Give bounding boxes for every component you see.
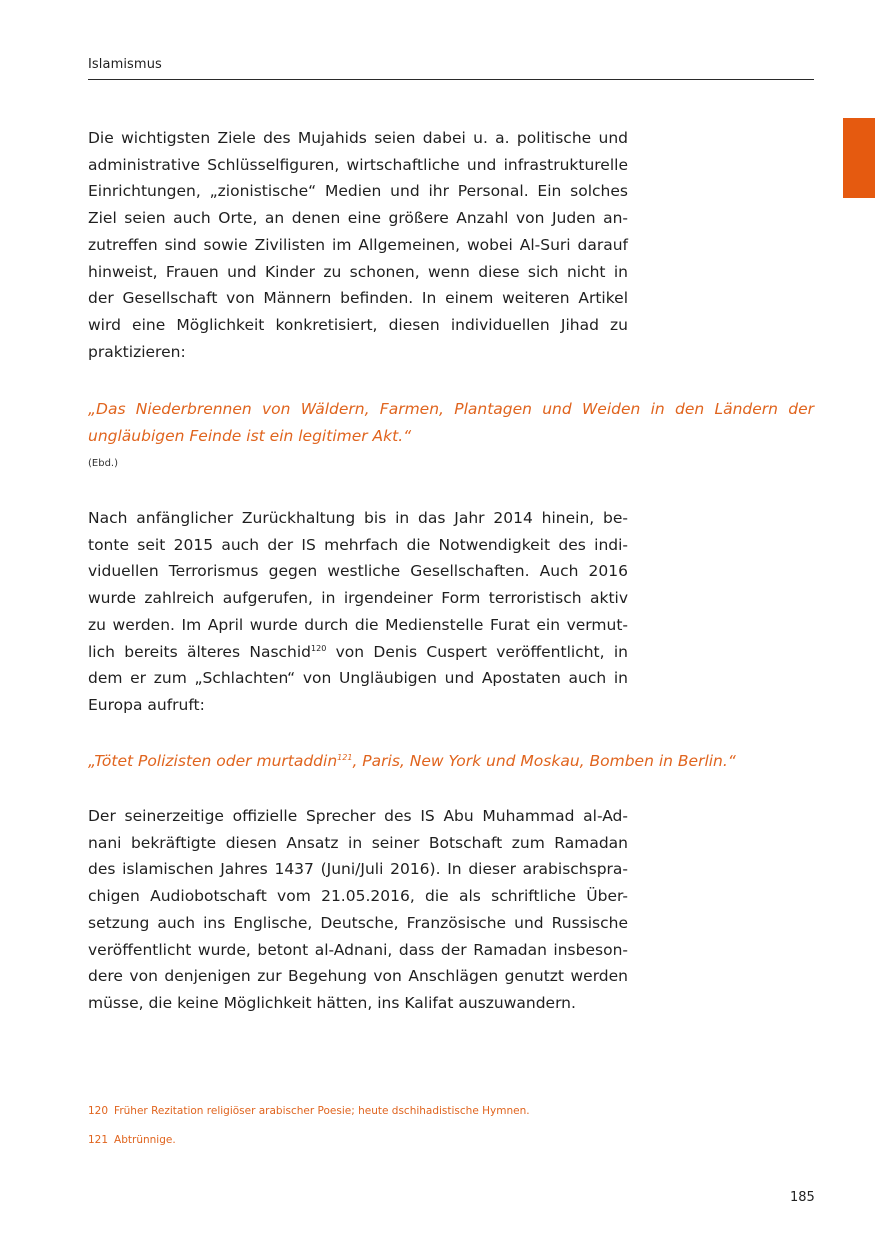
quote-line [88,748,814,775]
paragraph-line: tonte seit 2015 auch der IS mehrfach die Notwendigkeit des indi- [88,535,628,554]
paragraph-line: Europa aufruft: [88,695,205,714]
footnote-text: Abtrünnige. [114,1134,176,1146]
paragraph-line: Einrichtungen, „zionistische“ Medien und ihr Personal. Ein solches [88,182,628,201]
running-header: Islamismus [88,57,162,72]
line-text: von Denis Cuspert veröffentlicht, in [326,642,628,661]
line-text: lich bereits älteres Naschid [88,642,312,661]
quote-text: „Tötet Polizisten oder murtaddin [88,752,338,770]
paragraph-line: Nach anfänglicher Zurückhaltung bis in das Jahr 2014 hinein, be- [88,509,628,527]
paragraph-line: viduellen Terrorismus gegen westliche Gesellschaften. Auch 2016 [88,562,628,581]
chapter-tab-marker [843,118,875,198]
paragraph-line: Ziel seien auch Orte, an denen eine größere Anzahl von Juden an- [88,209,628,228]
paragraph-line: zu werden. Im April wurde durch die Medienstelle Furat ein vermut- [88,615,628,634]
block-quote-1 [88,396,814,449]
block-quote-2 [88,748,814,775]
paragraph-1 [88,125,628,365]
paragraph-line: chigen Audiobotschaft vom 21.05.2016, die als schriftliche Über- [88,887,628,906]
paragraph-line: veröffentlicht wurde, betont al-Adnani, dass der Ramadan insbeson- [88,940,628,959]
quote-line: „Das Niederbrennen von Wäldern, Farmen, Plantagen und Weiden in den Ländern der [88,400,814,418]
paragraph-line: nani bekräftigte diesen Ansatz in seiner Botschaft zum Ramadan [88,833,628,852]
paragraph-line: Der seinerzeitige offizielle Sprecher des IS Abu Muhammad al-Ad- [88,807,628,825]
paragraph-line: administrative Schlüsselfiguren, wirtschaftliche und infrastrukturelle [88,155,628,174]
paragraph-3 [88,803,628,1017]
paragraph-line: wird eine Möglichkeit konkretisiert, diesen individuellen Jihad zu [88,315,628,334]
paragraph-2 [88,505,628,719]
footnote-ref-120[interactable]: 120 [311,643,327,653]
page-number: 185 [790,1190,815,1205]
footnote-120 [88,1105,530,1117]
paragraph-line: hinweist, Frauen und Kinder zu schonen, wenn diese sich nicht in [88,262,628,281]
footnote-number: 121 [88,1134,109,1146]
quote-line: ungläubigen Feinde ist ein legitimer Akt.“ [88,426,412,445]
footnote-number: 120 [88,1105,109,1117]
paragraph-line: der Gesellschaft von Männern befinden. In einem weiteren Artikel [88,289,628,308]
paragraph-line: setzung auch ins Englische, Deutsche, Französische und Russische [88,913,628,932]
paragraph-line: Die wichtigsten Ziele des Mujahids seien dabei u. a. politische und [88,129,628,147]
header-rule [88,79,814,80]
paragraph-line: dem er zum „Schlachten“ von Ungläubigen und Apostaten auch in [88,669,628,688]
paragraph-line: müsse, die keine Möglichkeit hätten, ins Kalifat auszuwandern. [88,993,576,1012]
paragraph-line: praktizieren: [88,342,186,361]
quote-text: , Paris, New York und Moskau, Bomben in Berlin.“ [352,752,736,770]
quote-source: (Ebd.) [88,458,118,469]
paragraph-line: dere von denjenigen zur Begehung von Anschlägen genutzt werden [88,967,628,986]
paragraph-line: wurde zahlreich aufgerufen, in irgendeiner Form terroristisch aktiv [88,589,628,608]
footnote-121 [88,1134,176,1146]
footnote-ref-121[interactable]: 121 [337,753,353,762]
paragraph-line: des islamischen Jahres 1437 (Juni/Juli 2016). In dieser arabischspra- [88,860,628,879]
paragraph-line [88,639,628,666]
footnote-text: Früher Rezitation religiöser arabischer Poesie; heute dschihadistische Hymnen. [114,1105,530,1117]
paragraph-line: zutreffen sind sowie Zivilisten im Allgemeinen, wobei Al-Suri darauf [88,235,628,254]
